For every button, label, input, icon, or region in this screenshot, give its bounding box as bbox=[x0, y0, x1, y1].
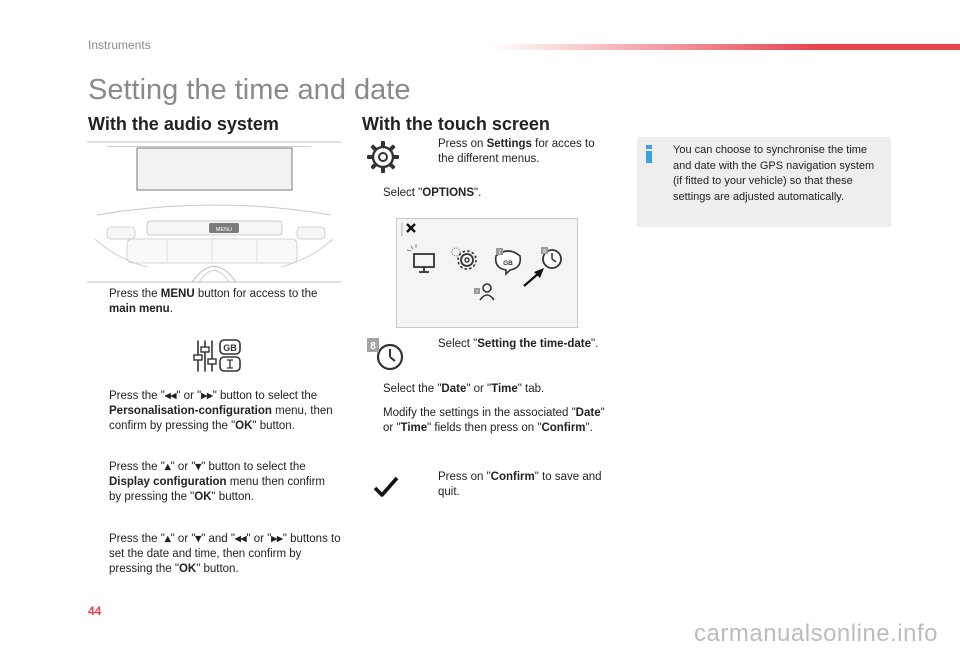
personalisation-configuration-icon bbox=[193, 339, 243, 373]
section-label: Instruments bbox=[88, 38, 151, 52]
text-fragment: MENU bbox=[160, 288, 195, 300]
text-fragment: 8 bbox=[543, 249, 546, 255]
text-fragment: Select " bbox=[438, 338, 478, 350]
text-fragment: menu, then confirm by pressing the " bbox=[109, 405, 333, 432]
text-fragment: Confirm bbox=[541, 422, 586, 434]
text-fragment: Press the bbox=[109, 288, 161, 300]
text-fragment: Press the " bbox=[109, 390, 165, 402]
text-fragment: OK bbox=[194, 491, 212, 503]
text-fragment: " or " bbox=[466, 383, 492, 395]
touch-heading: With the touch screen bbox=[362, 114, 550, 134]
text-fragment: " or " bbox=[383, 407, 605, 434]
text-fragment: Press the " bbox=[109, 533, 165, 545]
settings-gear-icon bbox=[366, 140, 400, 174]
text-fragment: main menu bbox=[109, 303, 170, 315]
text-fragment: Personalisation-configuration bbox=[109, 405, 272, 417]
text-fragment: Select the " bbox=[383, 383, 442, 395]
info-text: You can choose to synchronise the time and date with the GPS navigation system (if fitted to your vehicle) so that these settings are adjusted automatically. bbox=[673, 144, 875, 203]
text-fragment: button for access to the bbox=[194, 288, 318, 300]
text-fragment: . bbox=[169, 303, 173, 315]
text-fragment: Modify the settings in the associated " bbox=[383, 407, 576, 419]
up-arrow-icon: ▴ bbox=[164, 461, 171, 473]
text-fragment: " and " bbox=[201, 533, 235, 545]
text-fragment: ". bbox=[585, 422, 593, 434]
text-fragment: Settings bbox=[486, 138, 532, 150]
forward-icon: ▸▸ bbox=[201, 390, 213, 402]
text-fragment: Confirm bbox=[490, 471, 535, 483]
page-title: Setting the time and date bbox=[88, 74, 411, 106]
text-fragment: ". bbox=[590, 338, 599, 350]
info-icon bbox=[645, 145, 653, 163]
menu-key-label: MENU bbox=[215, 227, 233, 233]
text-fragment: " button. bbox=[196, 563, 239, 575]
text-fragment: Setting the time-date bbox=[477, 338, 591, 350]
confirm-check-icon bbox=[373, 476, 399, 498]
text-fragment: " button. bbox=[211, 491, 254, 503]
text-fragment: 7 bbox=[498, 250, 501, 256]
text-fragment: " button. bbox=[252, 420, 295, 432]
text-fragment: Time bbox=[491, 383, 518, 395]
down-arrow-icon: ▾ bbox=[195, 461, 202, 473]
options-screen-illustration bbox=[396, 218, 578, 328]
text-fragment: Date bbox=[575, 407, 601, 419]
text-fragment: OK bbox=[235, 420, 253, 432]
text-fragment: Press on bbox=[438, 138, 487, 150]
text-fragment: " button to select the bbox=[212, 390, 318, 402]
text-fragment: " button to select the bbox=[201, 461, 306, 473]
page-number: 44 bbox=[88, 604, 102, 618]
text-fragment: 7 bbox=[475, 289, 479, 294]
text-fragment: " or " bbox=[170, 533, 196, 545]
watermark: carmanualsonline.info bbox=[694, 620, 938, 647]
text-fragment: 8 bbox=[370, 341, 376, 352]
text-fragment: " buttons to set the date and time, then confirm by pressing the " bbox=[109, 533, 341, 575]
forward-icon: ▸▸ bbox=[271, 533, 283, 545]
text-fragment: GB bbox=[503, 260, 513, 267]
header-accent-bar bbox=[490, 44, 960, 50]
down-arrow-icon: ▾ bbox=[195, 533, 202, 545]
text-fragment: ". bbox=[474, 187, 482, 199]
text-fragment: Press the " bbox=[109, 461, 165, 473]
text-fragment: " or " bbox=[170, 461, 196, 473]
text-fragment: " or " bbox=[246, 533, 272, 545]
text-fragment: " tab. bbox=[517, 383, 545, 395]
text-fragment: Time bbox=[400, 422, 428, 434]
text-fragment: " to save and quit. bbox=[438, 471, 602, 498]
text-fragment: OK bbox=[178, 563, 197, 575]
text-fragment: menu then confirm by pressing the " bbox=[109, 476, 326, 503]
info-box bbox=[637, 137, 891, 227]
text-fragment: Date bbox=[441, 383, 467, 395]
text-fragment: Select " bbox=[383, 187, 423, 199]
text-fragment: GB bbox=[223, 343, 237, 353]
time-date-clock-icon bbox=[366, 337, 406, 373]
rewind-icon: ◂◂ bbox=[164, 390, 177, 402]
text-fragment: OPTIONS bbox=[422, 187, 475, 199]
audio-panel-illustration bbox=[87, 139, 341, 289]
text-fragment: " fields then press on " bbox=[427, 422, 542, 434]
text-fragment: for acces to the different menus. bbox=[438, 138, 595, 165]
text-fragment: Display configuration bbox=[109, 476, 227, 488]
up-arrow-icon: ▴ bbox=[164, 533, 171, 545]
text-fragment: Press on " bbox=[438, 471, 491, 483]
rewind-icon: ◂◂ bbox=[234, 533, 247, 545]
audio-heading: With the audio system bbox=[88, 114, 279, 134]
text-fragment: " or " bbox=[176, 390, 202, 402]
